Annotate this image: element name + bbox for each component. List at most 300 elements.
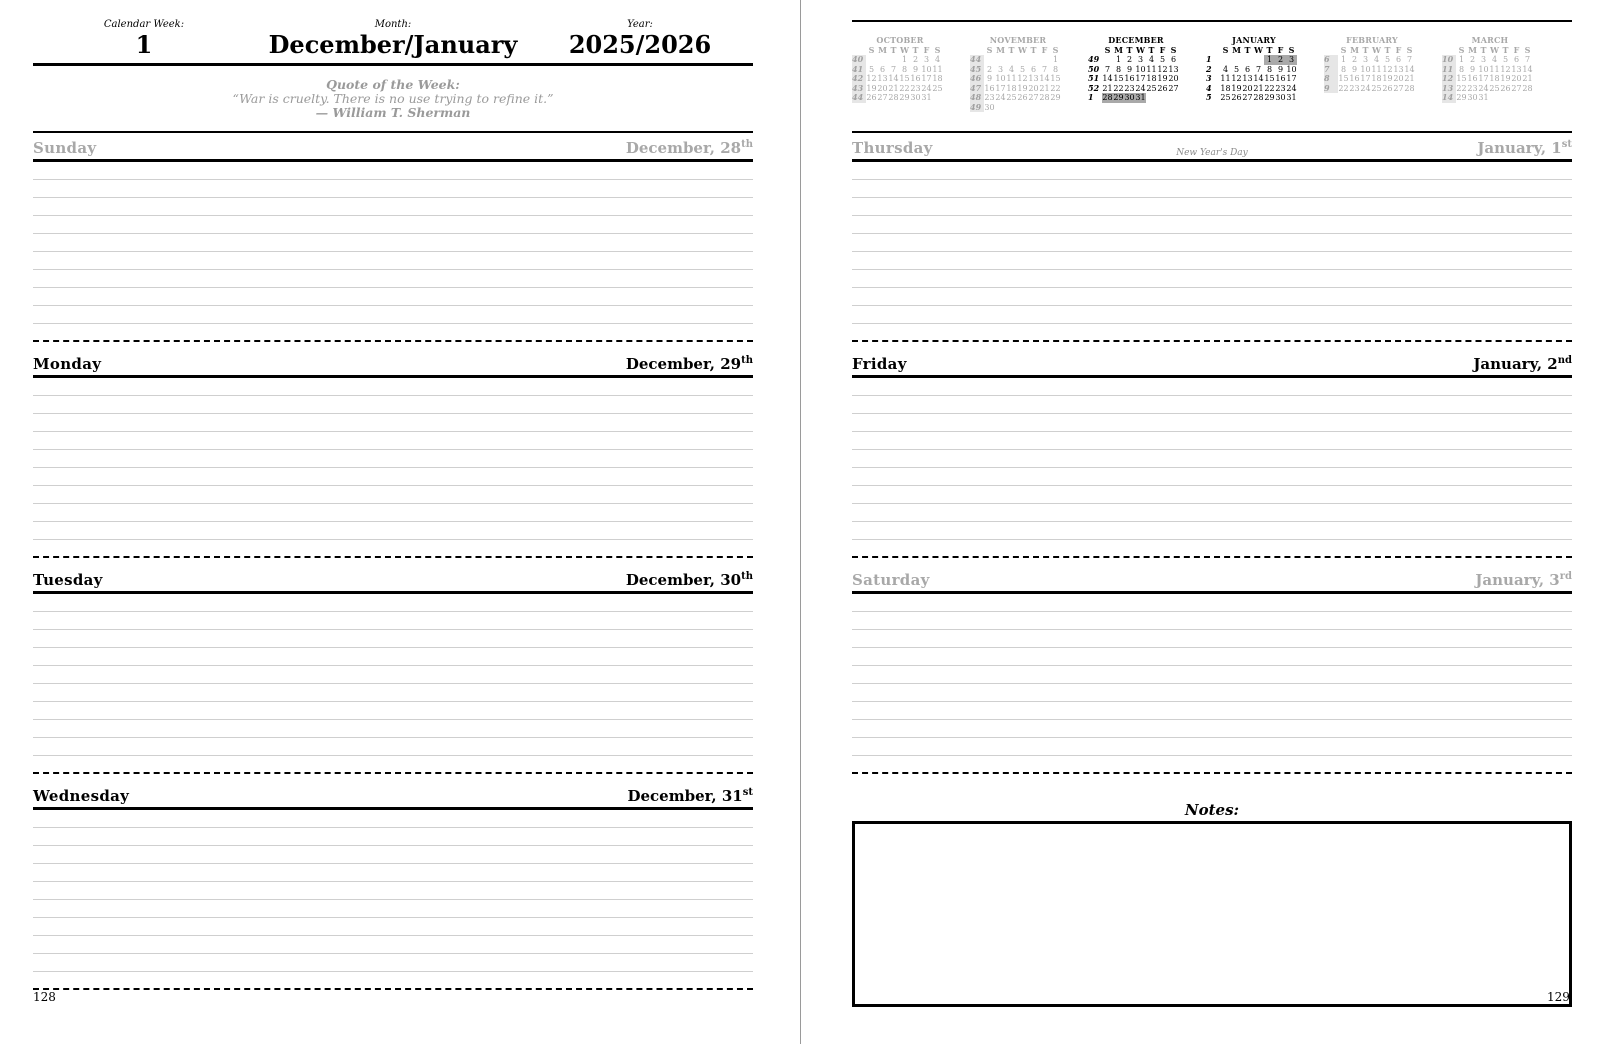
writing-lines[interactable] bbox=[852, 594, 1572, 773]
day-cell: 1 bbox=[1052, 55, 1059, 64]
day-cell: 15 bbox=[1338, 74, 1349, 83]
day-cell: 19 bbox=[1500, 74, 1511, 83]
weekday-initial: S bbox=[1340, 44, 1347, 55]
day-cell bbox=[1017, 55, 1028, 65]
day-block-saturday[interactable] bbox=[852, 567, 1572, 785]
weekday-initial: F bbox=[1159, 44, 1166, 55]
day-cell: 10 bbox=[1478, 64, 1489, 74]
day-cell: 8 bbox=[1266, 64, 1273, 74]
calendar-week bbox=[100, 19, 188, 59]
mini-calendar-grid bbox=[1324, 46, 1420, 94]
day-cell: 6 bbox=[1513, 55, 1520, 64]
day-cell bbox=[888, 55, 899, 65]
day-dashed-divider bbox=[33, 340, 753, 342]
day-cell: 24 bbox=[1478, 83, 1489, 93]
day-cell: 14 bbox=[1404, 64, 1415, 74]
day-cell: 27 bbox=[1511, 83, 1522, 93]
day-date bbox=[1473, 355, 1572, 373]
day-cell bbox=[1102, 55, 1113, 65]
day-cell bbox=[1253, 55, 1264, 65]
day-date bbox=[1475, 571, 1572, 589]
weekday-initial: T bbox=[1384, 44, 1391, 55]
day-cell: 27 bbox=[877, 93, 888, 102]
day-cell: 16 bbox=[1275, 74, 1286, 83]
mini-calendar-november bbox=[970, 36, 1066, 112]
day-cell: 11 bbox=[1006, 74, 1017, 83]
day-cell: 30 bbox=[910, 93, 921, 102]
day-date-suffix: th bbox=[741, 139, 753, 150]
day-cell bbox=[866, 55, 877, 65]
week-number: 47 bbox=[970, 84, 984, 94]
day-date-suffix: rd bbox=[1559, 571, 1572, 582]
day-cell: 9 bbox=[1277, 64, 1284, 74]
day-block-tuesday[interactable] bbox=[33, 567, 753, 785]
day-cell: 28 bbox=[1522, 83, 1533, 93]
day-cell bbox=[1028, 55, 1039, 65]
mini-calendar-grid bbox=[1442, 46, 1538, 103]
day-cell: 5 bbox=[1159, 55, 1166, 64]
weekday-initial: S bbox=[986, 44, 993, 55]
day-cell: 14 bbox=[1253, 74, 1264, 83]
calendar-bottom-rule bbox=[852, 131, 1572, 133]
day-cell: 24 bbox=[1286, 83, 1297, 93]
day-cell: 4 bbox=[934, 55, 941, 64]
day-cell bbox=[1028, 103, 1039, 113]
day-cell: 19 bbox=[866, 83, 877, 93]
day-name: Wednesday bbox=[33, 787, 130, 805]
writing-lines[interactable] bbox=[33, 810, 753, 989]
day-cell: 23 bbox=[1467, 83, 1478, 93]
day-cell: 12 bbox=[1231, 74, 1242, 83]
day-dashed-divider bbox=[852, 556, 1572, 558]
day-cell: 22 bbox=[1050, 83, 1061, 93]
weekday-initial: S bbox=[1288, 44, 1295, 55]
week-number: 14 bbox=[1442, 93, 1456, 103]
mini-calendar-title: NOVEMBER bbox=[989, 35, 1047, 45]
day-cell: 9 bbox=[912, 64, 919, 74]
day-cell: 31 bbox=[1286, 93, 1297, 102]
day-cell: 14 bbox=[1102, 74, 1113, 83]
day-cell: 18 bbox=[1489, 74, 1500, 83]
week-number: 3 bbox=[1206, 73, 1212, 83]
day-cell: 22 bbox=[1338, 83, 1349, 93]
day-cell: 24 bbox=[1135, 83, 1146, 93]
day-cell: 29 bbox=[1264, 93, 1275, 102]
day-cell: 1 bbox=[1264, 55, 1275, 65]
book-spine bbox=[800, 0, 801, 1044]
week-number: 51 bbox=[1088, 73, 1100, 83]
weekday-initial: S bbox=[934, 44, 941, 55]
day-cell bbox=[932, 93, 943, 103]
day-cell: 21 bbox=[1522, 74, 1533, 83]
day-cell: 5 bbox=[1019, 64, 1026, 74]
day-cell: 17 bbox=[1286, 74, 1297, 83]
day-cell: 5 bbox=[868, 64, 875, 74]
day-cell: 3 bbox=[1362, 55, 1369, 64]
day-header bbox=[33, 135, 753, 159]
weekday-initial: T bbox=[1008, 44, 1015, 55]
day-cell bbox=[1242, 55, 1253, 65]
day-cell: 30 bbox=[984, 102, 995, 112]
day-cell: 15 bbox=[1113, 74, 1124, 83]
weekday-initial: W bbox=[1018, 44, 1027, 55]
week-number: 7 bbox=[1324, 65, 1338, 75]
day-cell bbox=[877, 55, 888, 65]
day-cell bbox=[1511, 93, 1522, 103]
day-cell: 3 bbox=[997, 64, 1004, 74]
day-cell: 20 bbox=[1511, 74, 1522, 83]
quote-of-the-week bbox=[33, 78, 753, 120]
weekday-initial: F bbox=[1041, 44, 1048, 55]
day-dashed-divider bbox=[33, 772, 753, 774]
weekday-initial: T bbox=[1362, 44, 1369, 55]
day-name: Saturday bbox=[852, 571, 930, 589]
day-cell: 18 bbox=[1371, 74, 1382, 83]
day-cell: 24 bbox=[921, 83, 932, 93]
day-cell: 2 bbox=[986, 64, 993, 74]
page-number-right: 129 bbox=[1547, 990, 1570, 1004]
day-cell: 3 bbox=[1480, 55, 1487, 64]
day-date-text: December, 28 bbox=[625, 139, 742, 157]
page-number-left: 128 bbox=[33, 990, 56, 1004]
day-cell: 8 bbox=[1052, 64, 1059, 74]
weekday-initial: M bbox=[1114, 44, 1123, 55]
writing-lines[interactable] bbox=[33, 594, 753, 773]
day-name: Friday bbox=[852, 355, 907, 373]
day-cell: 11 bbox=[1220, 74, 1231, 83]
day-cell: 9 bbox=[1351, 64, 1358, 74]
day-cell: 26 bbox=[1017, 93, 1028, 102]
day-cell bbox=[1146, 93, 1157, 103]
week-number: 2 bbox=[1206, 63, 1212, 74]
day-cell: 13 bbox=[877, 74, 888, 83]
day-cell bbox=[1006, 55, 1017, 65]
day-date-suffix: nd bbox=[1557, 355, 1572, 366]
weekday-initial: W bbox=[1372, 44, 1381, 55]
day-cell bbox=[1050, 103, 1061, 113]
day-date-text: December, 29 bbox=[625, 355, 742, 373]
day-cell: 7 bbox=[1524, 55, 1531, 64]
day-name: Monday bbox=[33, 355, 102, 373]
day-cell: 13 bbox=[1028, 74, 1039, 83]
day-cell: 1 bbox=[901, 55, 908, 64]
week-number: 5 bbox=[1206, 92, 1212, 102]
day-date-text: December, 30 bbox=[625, 571, 742, 589]
weekday-initial: W bbox=[1490, 44, 1499, 55]
week-number: 8 bbox=[1324, 74, 1338, 84]
day-cell: 7 bbox=[890, 64, 897, 74]
day-cell: 8 bbox=[901, 64, 908, 74]
weekday-initial: T bbox=[1266, 44, 1273, 55]
day-dashed-divider bbox=[852, 340, 1572, 342]
day-cell: 17 bbox=[1478, 74, 1489, 83]
mini-calendar-title: FEBRUARY bbox=[1346, 35, 1398, 45]
quote-text: “War is cruelty. There is no use trying to refine it.” bbox=[232, 91, 554, 106]
day-header bbox=[852, 567, 1572, 591]
day-cell: 30 bbox=[1467, 93, 1478, 102]
day-cell: 15 bbox=[1050, 74, 1061, 83]
day-cell bbox=[1231, 55, 1242, 65]
week-number: 11 bbox=[1442, 65, 1456, 75]
day-cell: 26 bbox=[1231, 93, 1242, 102]
day-cell: 25 bbox=[1371, 83, 1382, 93]
day-cell: 20 bbox=[1242, 83, 1253, 93]
mini-calendar-grid bbox=[1206, 46, 1302, 103]
quote-rule bbox=[33, 131, 753, 133]
day-cell: 5 bbox=[1502, 55, 1509, 64]
day-cell: 29 bbox=[899, 93, 910, 102]
day-cell: 18 bbox=[1220, 83, 1231, 93]
day-date bbox=[1477, 139, 1572, 157]
weekday-initial: F bbox=[1277, 44, 1284, 55]
day-cell: 20 bbox=[1028, 83, 1039, 93]
day-cell: 28 bbox=[1253, 93, 1264, 102]
weekday-initial: M bbox=[1232, 44, 1241, 55]
day-cell: 31 bbox=[921, 93, 932, 102]
day-header bbox=[33, 567, 753, 591]
quote-title: Quote of the Week: bbox=[326, 77, 460, 92]
week-number: 49 bbox=[970, 103, 984, 113]
day-cell: 14 bbox=[1039, 74, 1050, 83]
day-cell: 13 bbox=[1511, 64, 1522, 74]
day-cell: 8 bbox=[1340, 64, 1347, 74]
notes-box[interactable] bbox=[852, 821, 1572, 1007]
day-cell: 21 bbox=[1102, 83, 1113, 93]
day-cell: 10 bbox=[995, 74, 1006, 83]
day-date bbox=[627, 787, 753, 805]
year-value: 2025/2026 bbox=[568, 30, 712, 59]
weekday-initial: T bbox=[1244, 44, 1251, 55]
day-cell: 3 bbox=[1137, 55, 1144, 64]
day-block-thursday[interactable] bbox=[852, 135, 1572, 353]
day-cell: 23 bbox=[910, 83, 921, 93]
day-dashed-divider bbox=[33, 988, 753, 990]
day-cell: 2 bbox=[1351, 55, 1358, 64]
week-number: 1 bbox=[1088, 92, 1094, 102]
week-number: 1 bbox=[1206, 54, 1212, 64]
day-cell bbox=[1489, 93, 1500, 103]
day-cell: 22 bbox=[1456, 83, 1467, 93]
day-cell: 7 bbox=[1041, 64, 1048, 74]
day-cell: 5 bbox=[1233, 64, 1240, 74]
day-cell bbox=[1220, 55, 1231, 65]
weekday-initial: S bbox=[1222, 44, 1229, 55]
day-cell: 4 bbox=[1373, 55, 1380, 64]
mini-calendar-october bbox=[852, 36, 948, 103]
day-cell: 29 bbox=[1113, 93, 1124, 102]
week-number: 48 bbox=[970, 93, 984, 103]
week-number: 44 bbox=[970, 55, 984, 65]
month-header bbox=[253, 19, 533, 59]
day-cell: 11 bbox=[1371, 64, 1382, 74]
day-cell: 3 bbox=[1286, 55, 1297, 65]
day-cell: 10 bbox=[921, 64, 932, 74]
day-cell: 7 bbox=[1406, 55, 1413, 64]
week-number: 12 bbox=[1442, 74, 1456, 84]
day-cell bbox=[1168, 93, 1179, 103]
day-cell: 28 bbox=[1102, 93, 1113, 102]
day-cell: 19 bbox=[1017, 83, 1028, 93]
weekday-initial: M bbox=[996, 44, 1005, 55]
day-cell: 27 bbox=[1168, 83, 1179, 93]
day-name: Thursday bbox=[852, 139, 933, 157]
day-cell: 23 bbox=[984, 93, 995, 102]
weekday-initial: S bbox=[1104, 44, 1111, 55]
day-cell bbox=[995, 103, 1006, 113]
mini-calendar-title: OCTOBER bbox=[876, 35, 924, 45]
weekday-initial: S bbox=[1524, 44, 1531, 55]
day-cell: 31 bbox=[1478, 93, 1489, 102]
day-cell: 24 bbox=[1360, 83, 1371, 93]
day-cell bbox=[1500, 93, 1511, 103]
day-cell: 12 bbox=[1382, 64, 1393, 74]
day-block-sunday[interactable] bbox=[33, 135, 753, 353]
day-block-monday[interactable] bbox=[33, 351, 753, 569]
day-cell: 31 bbox=[1135, 93, 1146, 102]
mini-calendar-grid bbox=[970, 46, 1066, 113]
day-cell: 20 bbox=[1168, 74, 1179, 83]
day-cell: 18 bbox=[1006, 83, 1017, 93]
day-cell: 25 bbox=[932, 83, 943, 93]
writing-lines[interactable] bbox=[33, 378, 753, 557]
weekday-initial: S bbox=[1458, 44, 1465, 55]
weekday-initial: T bbox=[890, 44, 897, 55]
weekday-initial: S bbox=[1170, 44, 1177, 55]
day-cell: 23 bbox=[1124, 83, 1135, 93]
weekday-initial: T bbox=[1126, 44, 1133, 55]
weekday-initial: F bbox=[1513, 44, 1520, 55]
weekday-initial: S bbox=[868, 44, 875, 55]
day-cell: 30 bbox=[1275, 93, 1286, 102]
writing-lines[interactable] bbox=[852, 162, 1572, 341]
day-cell: 9 bbox=[986, 74, 993, 83]
holiday-label: New Year's Day bbox=[1176, 148, 1248, 158]
day-cell: 26 bbox=[1382, 83, 1393, 93]
week-number: 52 bbox=[1088, 82, 1100, 93]
mini-calendar-title: DECEMBER bbox=[1108, 35, 1164, 45]
day-cell: 28 bbox=[1039, 93, 1050, 102]
weekday-initial: T bbox=[1502, 44, 1509, 55]
mini-calendar-january bbox=[1206, 36, 1302, 103]
day-cell: 10 bbox=[1360, 64, 1371, 74]
writing-lines[interactable] bbox=[852, 378, 1572, 557]
weekday-initial: M bbox=[878, 44, 887, 55]
weekday-initial: F bbox=[1395, 44, 1402, 55]
day-cell: 23 bbox=[1275, 83, 1286, 93]
day-block-wednesday[interactable] bbox=[33, 783, 753, 1001]
day-cell: 6 bbox=[879, 64, 886, 74]
day-date bbox=[626, 571, 753, 589]
day-cell: 9 bbox=[1469, 64, 1476, 74]
day-cell: 29 bbox=[1050, 93, 1061, 102]
day-cell: 6 bbox=[1395, 55, 1402, 64]
day-cell: 17 bbox=[921, 74, 932, 83]
week-number: 4 bbox=[1206, 82, 1212, 93]
day-cell: 3 bbox=[923, 55, 930, 64]
weekday-initial: W bbox=[1254, 44, 1263, 55]
weekday-initial: W bbox=[1136, 44, 1145, 55]
month-caption: Month: bbox=[374, 19, 412, 30]
weekday-initial: S bbox=[1052, 44, 1059, 55]
day-cell: 16 bbox=[910, 74, 921, 83]
week-number: 44 bbox=[852, 93, 866, 103]
day-header bbox=[852, 135, 1572, 159]
day-cell: 21 bbox=[888, 83, 899, 93]
day-cell: 12 bbox=[866, 74, 877, 83]
day-cell: 17 bbox=[1135, 74, 1146, 83]
day-cell: 22 bbox=[899, 83, 910, 93]
day-cell: 7 bbox=[1255, 64, 1262, 74]
day-cell: 18 bbox=[1146, 74, 1157, 83]
day-cell: 30 bbox=[1124, 93, 1135, 102]
weekday-initial: T bbox=[1148, 44, 1155, 55]
week-number: 6 bbox=[1324, 55, 1338, 65]
day-date-text: January, 3 bbox=[1475, 571, 1560, 589]
day-date-suffix: st bbox=[1561, 139, 1572, 150]
day-cell: 27 bbox=[1393, 83, 1404, 93]
mini-calendar-grid bbox=[852, 46, 948, 103]
day-cell: 19 bbox=[1382, 74, 1393, 83]
mini-calendar-february bbox=[1324, 36, 1420, 93]
day-date-text: January, 2 bbox=[1473, 355, 1558, 373]
day-cell: 2 bbox=[1126, 55, 1133, 64]
day-cell: 14 bbox=[888, 74, 899, 83]
weekday-initial: W bbox=[900, 44, 909, 55]
day-cell: 15 bbox=[1456, 74, 1467, 83]
weekday-initial: T bbox=[912, 44, 919, 55]
week-number: 13 bbox=[1442, 84, 1456, 94]
writing-lines[interactable] bbox=[33, 162, 753, 341]
mini-calendar-title: MARCH bbox=[1471, 35, 1509, 45]
day-cell: 4 bbox=[1148, 55, 1155, 64]
day-cell: 25 bbox=[1146, 83, 1157, 93]
day-cell: 12 bbox=[1500, 64, 1511, 74]
day-cell: 1 bbox=[1458, 55, 1465, 64]
calendar-top-rule bbox=[852, 20, 1572, 22]
day-cell: 14 bbox=[1522, 64, 1533, 74]
day-date-suffix: st bbox=[742, 787, 753, 798]
week-number: 49 bbox=[1088, 54, 1100, 64]
day-cell: 17 bbox=[995, 83, 1006, 93]
day-cell: 11 bbox=[1489, 64, 1500, 74]
day-date-text: January, 1 bbox=[1477, 139, 1562, 157]
weekday-initial: T bbox=[1030, 44, 1037, 55]
day-cell bbox=[1039, 55, 1050, 65]
day-cell: 12 bbox=[1157, 64, 1168, 74]
day-cell: 8 bbox=[1115, 64, 1122, 74]
day-cell: 21 bbox=[1253, 83, 1264, 93]
day-block-friday[interactable] bbox=[852, 351, 1572, 569]
day-cell: 10 bbox=[1135, 64, 1146, 74]
day-cell: 20 bbox=[877, 83, 888, 93]
day-cell: 18 bbox=[932, 74, 943, 83]
day-cell bbox=[1039, 103, 1050, 113]
week-number: 10 bbox=[1442, 55, 1456, 65]
day-cell: 1 bbox=[1115, 55, 1122, 64]
day-cell: 16 bbox=[1467, 74, 1478, 83]
day-cell: 1 bbox=[1340, 55, 1347, 64]
day-cell: 6 bbox=[1170, 55, 1177, 64]
day-cell: 24 bbox=[995, 93, 1006, 102]
year-header bbox=[560, 19, 720, 59]
day-cell: 16 bbox=[984, 83, 995, 93]
day-date-suffix: th bbox=[741, 571, 753, 582]
day-cell: 25 bbox=[1006, 93, 1017, 102]
week-number: 43 bbox=[852, 84, 866, 94]
day-cell: 23 bbox=[1349, 83, 1360, 93]
mini-calendar-march bbox=[1442, 36, 1538, 103]
day-date-suffix: th bbox=[741, 355, 753, 366]
